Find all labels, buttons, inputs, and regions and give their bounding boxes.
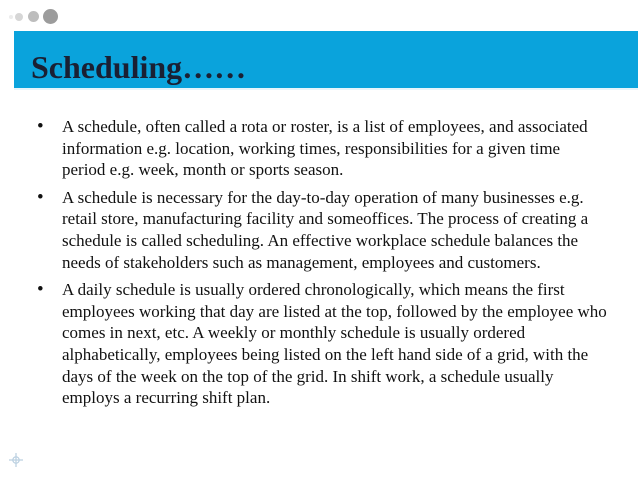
bullet-marker: • <box>37 279 44 301</box>
bullet-text: A schedule is necessary for the day-to-day operation of many businesses e.g. retail store, manufacturing facility and someoffices. The process of creating a schedule is called scheduling. An effective workplace schedule balances the needs of stakeholders such as management, employees and customers. <box>62 187 589 272</box>
crosshair-icon <box>8 452 24 468</box>
list-item <box>37 116 607 181</box>
circle-dot-icon <box>9 15 13 19</box>
bullet-marker: • <box>37 116 44 137</box>
circle-dot-icon <box>15 13 23 21</box>
bullet-marker: • <box>37 186 44 208</box>
circle-dot-icon <box>43 9 58 24</box>
bullet-list <box>37 116 607 415</box>
bullet-text: A schedule, often called a rota or roster, is a list of employees, and associated information e.g. location, working times, responsibilities for a given time period e.g. week, month or sports season. <box>62 117 588 180</box>
banner-divider <box>14 88 638 90</box>
list-item <box>37 187 607 273</box>
circle-dot-icon <box>28 11 39 22</box>
slide-title: Scheduling…… <box>31 49 247 85</box>
bullet-text: A daily schedule is usually ordered chronologically, which means the first employees working that day are listed at the top, followed by the employee who comes in next, etc. A weekly or monthly schedule is usually ordered alphabetically, employees being listed on the left hand side of a grid, with the days of the week on the top of the grid. In shift work, a schedule usually employs a recurring shift plan. <box>62 280 607 408</box>
list-item <box>37 279 607 409</box>
